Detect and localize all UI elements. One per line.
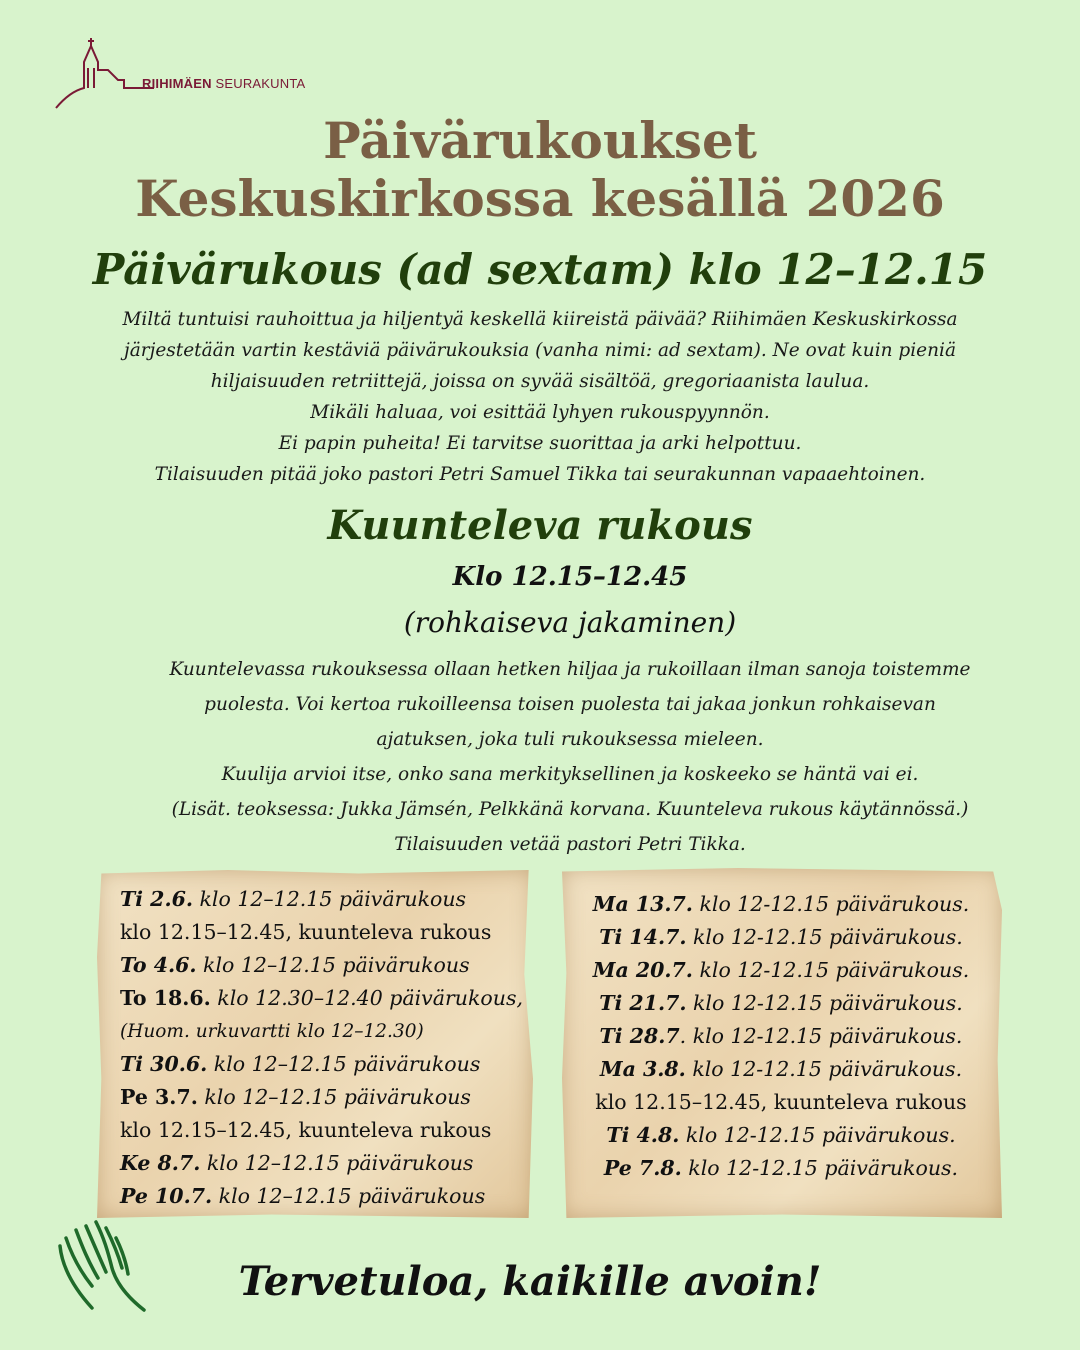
schedule-entry: Ti 14.7. klo 12-12.15 päivärukous. xyxy=(599,925,963,949)
paragraph-line: Kuuntelevassa rukouksessa ollaan hetken hiljaa ja rukoillaan ilman sanoja toistemme xyxy=(169,659,971,680)
schedule-entry: Ma 3.8. klo 12-12.15 päivärukous. xyxy=(599,1057,963,1081)
footer-welcome: Tervetuloa, kaikille avoin! xyxy=(238,1258,822,1305)
paragraph-line: hiljaisuuden retriittejä, joissa on syvää sisältöä, gregoriaanista laulua. xyxy=(210,371,870,392)
schedule-right xyxy=(580,888,982,1185)
section2-heading: Kuunteleva rukous xyxy=(327,502,753,549)
schedule-entry: klo 12.15–12.45, kuunteleva rukous xyxy=(120,1118,492,1142)
church-logo-icon xyxy=(54,36,154,112)
schedule-entry: (Huom. urkuvartti klo 12–12.30) xyxy=(120,1021,424,1042)
schedule-entry: Pe 7.8. klo 12-12.15 päivärukous. xyxy=(603,1156,959,1180)
paragraph-line: Tilaisuuden pitää joko pastori Petri Samuel Tikka tai seurakunnan vapaaehtoinen. xyxy=(154,464,926,485)
paragraph-line: järjestetään vartin kestäviä päivärukouksia (vanha nimi: ad sextam). Ne ovat kuin pieniä xyxy=(124,340,956,361)
section2-text xyxy=(100,652,1040,862)
schedule-entry: Ke 8.7. klo 12–12.15 päivärukous xyxy=(120,1151,474,1175)
schedule-entry: Ti 2.6. klo 12–12.15 päivärukous xyxy=(120,887,467,911)
schedule-entry: Ti 30.6. klo 12–12.15 päivärukous xyxy=(120,1052,481,1076)
schedule-entry: To 4.6. klo 12–12.15 päivärukous xyxy=(120,953,470,977)
brand-name: RIIHIMÄEN SEURAKUNTA xyxy=(142,76,306,91)
page-title xyxy=(0,112,1080,228)
schedule-entry: klo 12.15–12.45, kuunteleva rukous xyxy=(595,1090,967,1114)
section2-time: Klo 12.15–12.45 xyxy=(452,562,688,592)
schedule-entry: Pe 10.7. klo 12–12.15 päivärukous xyxy=(120,1184,486,1208)
paragraph-line: Kuulija arvioi itse, onko sana merkityksellinen ja koskeeko se häntä vai ei. xyxy=(221,764,919,785)
schedule-entry: To 18.6. klo 12.30–12.40 päivärukous, xyxy=(120,986,523,1010)
section2-subtitle: (rohkaiseva jakaminen) xyxy=(403,606,737,639)
schedule-entry: Ma 13.7. klo 12-12.15 päivärukous. xyxy=(592,892,970,916)
schedule-entry: klo 12.15–12.45, kuunteleva rukous xyxy=(120,920,492,944)
paragraph-line: ajatuksen, joka tuli rukouksessa mieleen. xyxy=(376,729,764,750)
paragraph-line: puolesta. Voi kertoa rukoilleensa toisen puolesta tai jakaa jonkun rohkaisevan xyxy=(204,694,936,715)
paragraph-line: Mikäli haluaa, voi esittää lyhyen rukouspyynnön. xyxy=(310,402,770,423)
schedule-entry: Ti 4.8. klo 12-12.15 päivärukous. xyxy=(606,1123,956,1147)
title-line-2: Keskuskirkossa kesällä 2026 xyxy=(135,169,945,228)
church-logo xyxy=(54,36,354,112)
title-line-1: Päivärukoukset xyxy=(323,111,757,170)
schedule-left xyxy=(120,883,523,1213)
schedule-entry: Ti 21.7. klo 12-12.15 päivärukous. xyxy=(599,991,963,1015)
schedule-entry: Pe 3.7. klo 12–12.15 päivärukous xyxy=(120,1085,471,1109)
schedule-entry: Ti 28.7. klo 12-12.15 päivärukous. xyxy=(599,1024,963,1048)
paragraph-line: Ei papin puheita! Ei tarvitse suorittaa ja arki helpottuu. xyxy=(278,433,802,454)
paragraph-line: (Lisät. teoksessa: Jukka Jämsén, Pelkkänä korvana. Kuunteleva rukous käytännössä.) xyxy=(171,799,969,820)
schedule-entry: Ma 20.7. klo 12-12.15 päivärukous. xyxy=(592,958,970,982)
paragraph-line: Miltä tuntuisi rauhoittua ja hiljentyä keskellä kiireistä päivää? Riihimäen Keskuskirkossa xyxy=(122,309,958,330)
section1-heading: Päivärukous (ad sextam) klo 12–12.15 xyxy=(92,245,988,294)
section1-text xyxy=(60,304,1020,490)
paragraph-line: Tilaisuuden vetää pastori Petri Tikka. xyxy=(394,834,746,855)
